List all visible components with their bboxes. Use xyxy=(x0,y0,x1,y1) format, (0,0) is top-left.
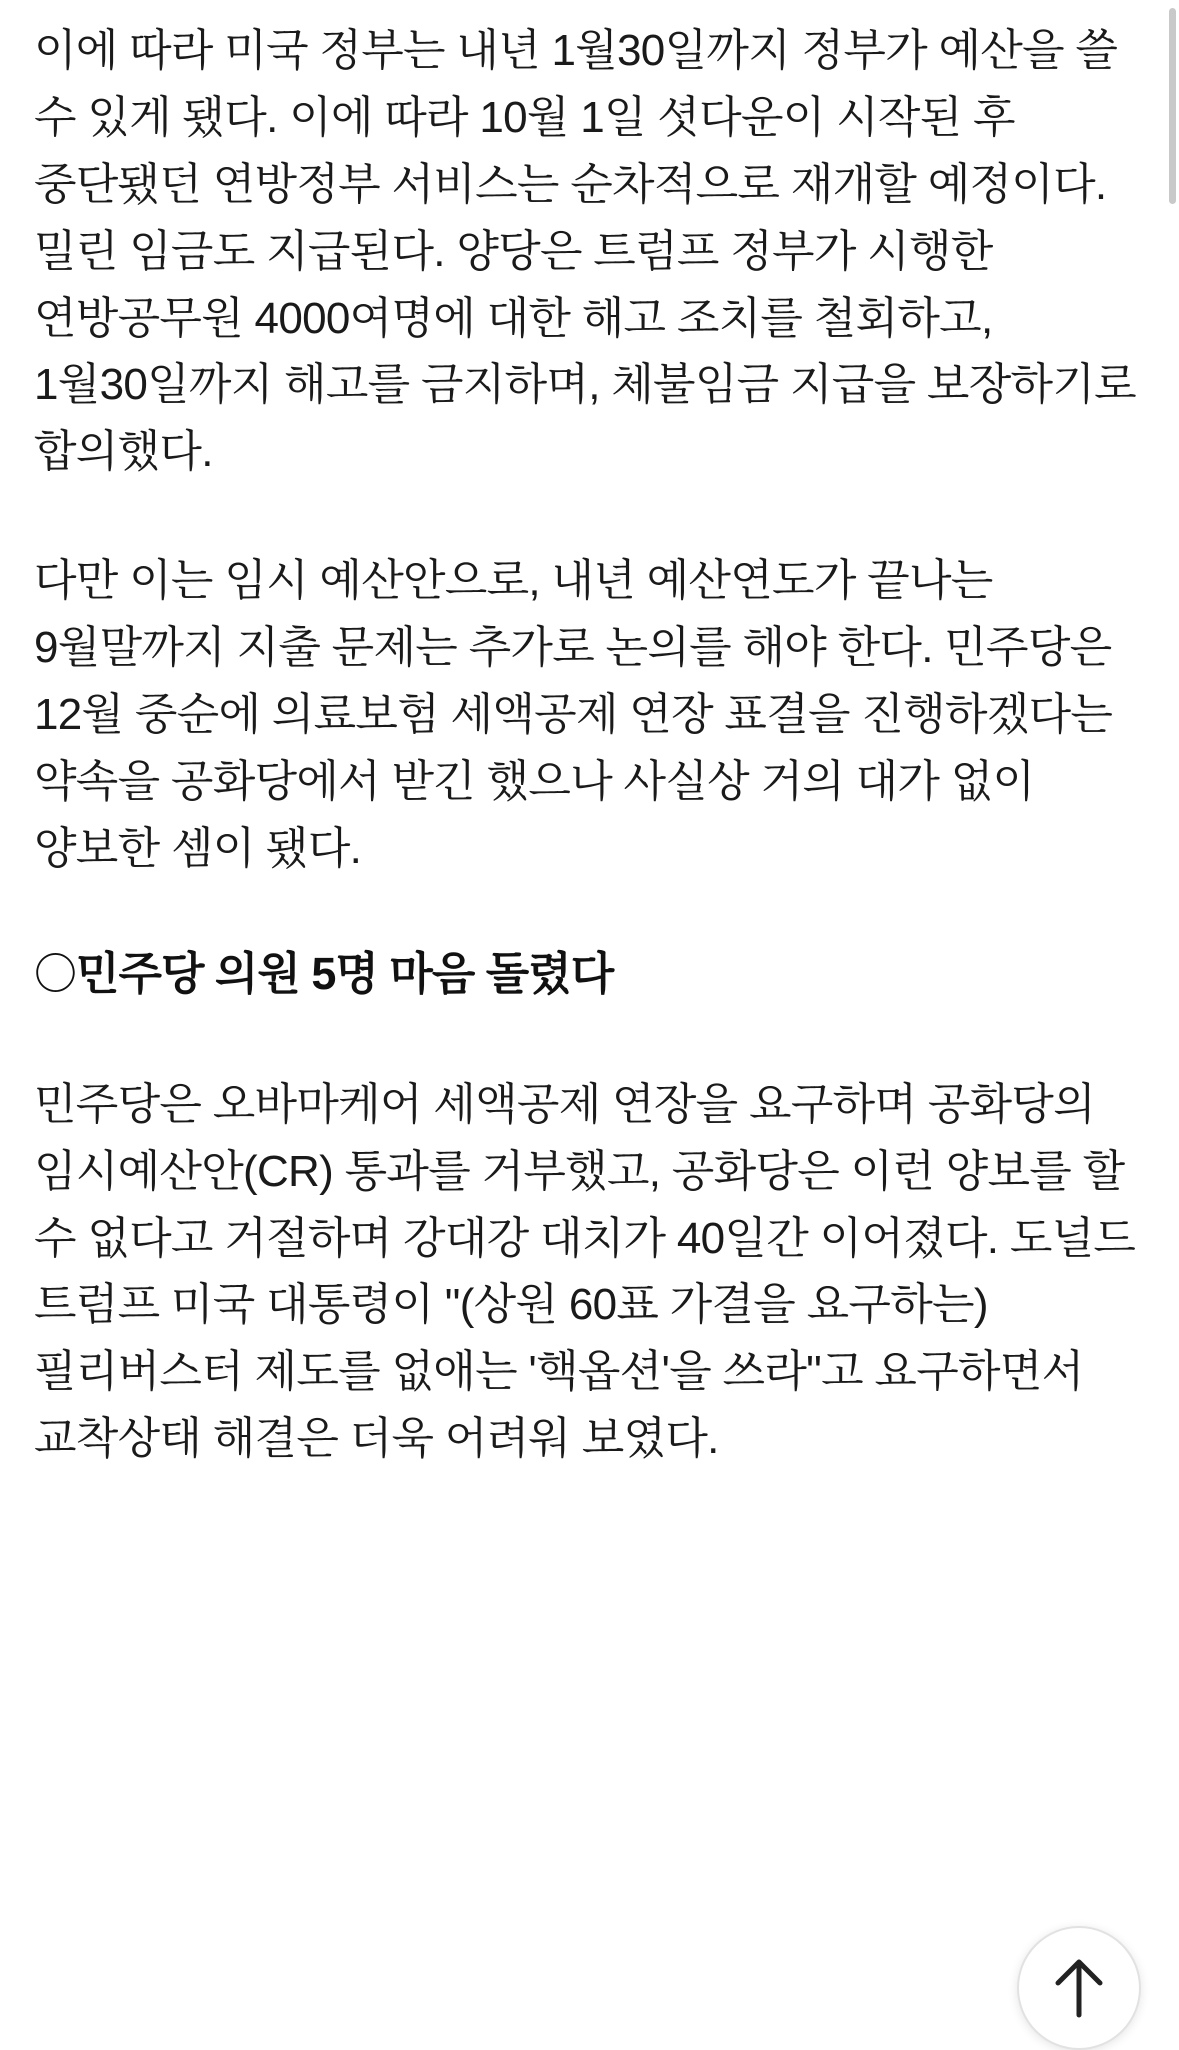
subheading-text: 민주당 의원 5명 마음 돌렸다 xyxy=(76,947,614,999)
arrow-up-icon xyxy=(1051,1957,1107,2019)
article-paragraph-2: 다만 이는 임시 예산안으로, 내년 예산연도가 끝나는 9월말까지 지출 문제는 추가로 논의를 해야 한다. 민주당은 12월 중순에 의료보험 세액공제 연장 표결을 진행하겠다는 약속을 공화당에서 받긴 했으나 사실상 거의 대가 없이 양보한 셈이 됐다. xyxy=(34,556,1124,873)
article-paragraph-1: 이에 따라 미국 정부는 내년 1월30일까지 정부가 예산을 쓸 수 있게 됐다. 이에 따라 10월 1일 셧다운이 시작된 후 중단됐던 연방정부 서비스는 순차적으로 재개할 예정이다. 밀린 임금도 지급된다. 양당은 트럼프 정부가 시행한 연방공무원 4000여명에 대한 해고 조치를 철회하고, 1월30일까지 해고를 금지하며, 체불임금 지급을 보장하기로 합의했다. xyxy=(34,26,1148,477)
article-subheading xyxy=(34,941,1139,1006)
scroll-to-top-button[interactable] xyxy=(1017,1926,1141,2050)
page-scrollbar[interactable] xyxy=(1169,0,1179,2026)
article-paragraph-3: 민주당은 오바마케어 세액공제 연장을 요구하며 공화당의 임시예산안(CR) 통과를 거부했고, 공화당은 이런 양보를 할 수 없다고 거절하며 강대강 대치가 40일간 이어졌다. 도널드 트럼프 미국 대통령이 "(상원 60표 가결을 요구하는) 필리버스터 제도를 없애는 '핵옵션'을 쓰라"고 요구하면서 교착상태 해결은 더욱 어려워 보였다. xyxy=(34,1079,1147,1464)
subheading-marker-icon: 〇 xyxy=(34,950,76,999)
scrollbar-thumb[interactable] xyxy=(1169,8,1176,204)
